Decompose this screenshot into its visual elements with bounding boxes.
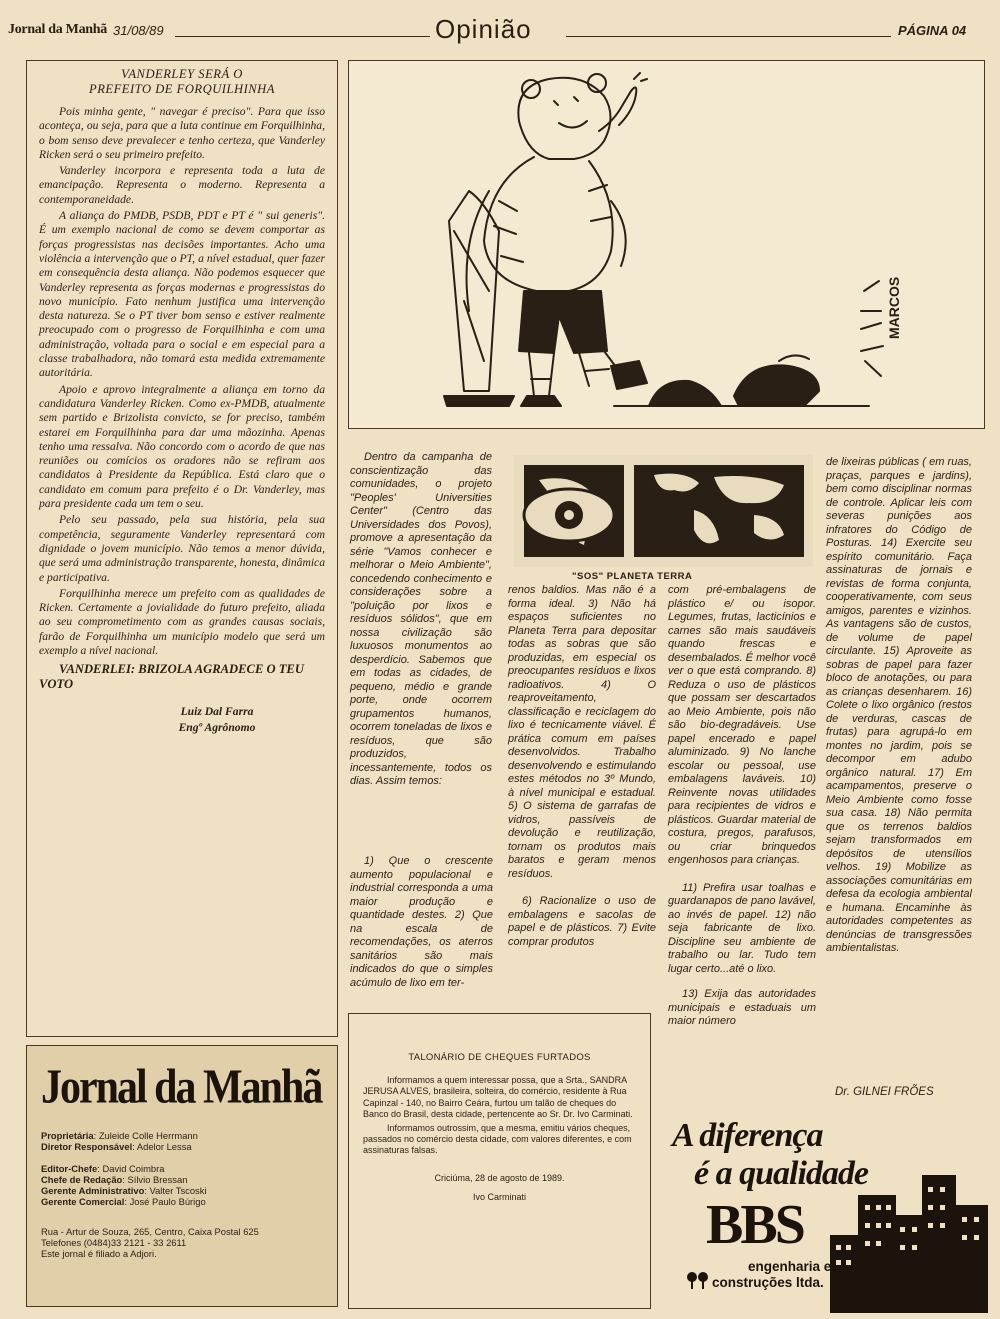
header-date: 31/08/89 bbox=[113, 23, 164, 38]
env-column-intro bbox=[350, 451, 492, 789]
article-author: Luiz Dal Farra bbox=[180, 705, 254, 719]
masthead-address: Rua - Artur de Souza, 265, Centro, Caixa Postal 625 bbox=[41, 1225, 259, 1237]
tree-icon bbox=[686, 1270, 710, 1290]
ad-subtitle-2: construções ltda. bbox=[712, 1275, 824, 1290]
notice-signer: Ivo Carminati bbox=[472, 1192, 526, 1203]
opinion-article bbox=[26, 60, 338, 1037]
env-paragraph: 6) Racionalize o uso de embalagens e sacolas de papel e de plásticos. 7) Evite comprar produtos bbox=[508, 895, 656, 948]
header-rule-left bbox=[175, 36, 430, 37]
cartoon-signature: MARCOS bbox=[886, 276, 902, 339]
masthead-box bbox=[26, 1045, 338, 1307]
masthead-line: Chefe de Redação: Sílvio Bressan bbox=[41, 1173, 188, 1185]
masthead-line: Diretor Responsável: Adelor Lessa bbox=[41, 1141, 192, 1153]
notice-place-date: Criciúma, 28 de agosto de 1989. bbox=[434, 1172, 565, 1183]
masthead-group3 bbox=[41, 1226, 323, 1260]
env-paragraph: 11) Prefira usar toalhas e guardanapos de pano lavável, ao invés de papel. 12) não seja fabricante de lixo. Discipline seu ambiente de trabalho ou lar. Tudo tem lugar certo...até o lixo. bbox=[668, 881, 816, 975]
masthead-group1 bbox=[41, 1130, 323, 1153]
cartoon-drawing bbox=[349, 61, 983, 427]
sos-planet-image bbox=[514, 455, 813, 567]
masthead-logo: Jornal da Manhã bbox=[41, 1061, 322, 1115]
page-number: PÁGINA 04 bbox=[898, 23, 967, 38]
masthead-phones: Telefones (0484)33 2121 - 33 2611 bbox=[41, 1237, 187, 1249]
header-rule-right bbox=[566, 36, 891, 37]
article-paragraph: A aliança do PMDB, PSDB, PDT e PT é " sui generis". É um exemplo nacional de como se devem comportar as forças progressistas nas decisões importantes. Acho uma violência a intervenção que o PT, a nível estadual, quer fazer em consequência desta aliança. Não podemos esquecer que Vanderley representa as forças modernas e progressistas do novo município. Fato nenhum justifica uma intervenção desta natureza. Se o PT tiver bom senso e estiver realmente preocupado com o progresso de Forquilhinha e com uma administração, voltada para o social e em especial para a classe trabalhadora, não tomará esta medida extremamente autoritária. bbox=[39, 209, 325, 380]
notice-paragraph: Informamos a quem interessar possa, que a Srta., SANDRA JERUSA ALVES, brasileira, solteira, do comércio, residente à Rua Capinzal - 140, no Bairro Ceára, furtou um talão de cheques do Banco do Brasil, desta cidade, pertencente ao Sr. Dr. Ivo Carminati. bbox=[363, 1075, 633, 1120]
sos-caption: "SOS" PLANETA TERRA bbox=[572, 571, 693, 582]
env-paragraph: de lixeiras públicas ( em ruas, praças, parques e jardins), bem como disciplinar normas de controle. Aplicar leis com severas punições aos infratores do Código de Posturas. 14) Exercite seu espírito comunitário. Faça assinaturas de jornais e revistas de forma conjunta, cooperativamente, com seus amigos, parentes e vizinhos. As vantagens são de custos, de volume de papel circulante. 15) Aproveite as sobras de papel para fazer bloco de anotações, ou para as crianças desenharem. 16) Colete o lixo orgânico (restos de verduras, cascas de frutas) para agrupá-lo em montes no jardim, pois se decompor em adubo orgânico natural. 17) Em acampamentos, preserve o Meio Ambiente como fosse sua casa. 18) Não permita que os terrenos baldios sejam transformados em depósitos de utensílios velhos. 19) Mobilize as associações comunitárias em defesa da ecologia ambiental e humana. Encaminhe às autoridades competentes as denúncias de transgressões ambientalistas. bbox=[826, 456, 972, 954]
env-paragraph: 13) Exija das autoridades municipais e estaduais um maior número bbox=[668, 988, 816, 1027]
masthead-affiliation: Este jornal é filiado a Adjori. bbox=[41, 1248, 157, 1260]
article-paragraph: Apoio e aprovo integralmente a aliança em torno da candidatura Vanderley Ricken. Como ex-PMDB, atualmente sem partido e Brizolista convicto, se for preciso, também estarei em Forquilhinha para dar uma mãozinha. Apenas tenho uma ressalva. Não concordo com o acordo de que nas reuniões ou comícios os oradores não se refiram aos candidatos à Presidente da República. Está claro que o candidato em comum para prefeito é o Dr. Vanderley, mas para presidente cada um tem o seu. bbox=[39, 382, 325, 511]
article-paragraph: Vanderley incorpora e representa toda a luta de emancipação. Representa o moderno. Representa a contemporaneidade. bbox=[39, 164, 325, 206]
env-column-3 bbox=[668, 584, 816, 1029]
env-paragraph: 1) Que o crescente aumento populacional e industrial corresponda a uma maior produção e quantidade destes. 2) Que na escala de recomendações, os aterros sanitários são mais indicados do que o simples acúmulo de lixo em ter- bbox=[350, 855, 493, 989]
header-logo: Jornal da Manhã bbox=[8, 22, 107, 37]
article-paragraph: Forquilhinha merece um prefeito com as qualidades de Ricken. Certamente a jovialidade do futuro prefeito, aliada ao seu comprometimento com as grandes causas sociais, farão de Forquilhinha um município modelo que será um exemplo a nível nacional. bbox=[39, 586, 325, 657]
env-column-4 bbox=[826, 456, 972, 956]
section-title: Opinião bbox=[435, 14, 532, 44]
masthead-line: Gerente Comercial: José Paulo Búrigo bbox=[41, 1196, 206, 1208]
notice-title: TALONÁRIO DE CHEQUES FURTADOS bbox=[408, 1052, 591, 1063]
article-paragraph: Pelo seu passado, pela sua história, pela sua competência, seguramente Vanderley representará com dignidade o jovem município. Não temos a menor dúvida, que será uma administração transparente, honesta, dinâmica e participativa. bbox=[39, 513, 325, 584]
article-closing: VANDERLEI: BRIZOLA AGRADECE O TEU VOTO bbox=[39, 662, 304, 692]
env-intro-paragraph: Dentro da campanha de conscientização das comunidades, o projeto "Peoples' Universities Center" (Centro das Universidades dos Povos), promove a apresentação da série "Vamos conhecer e melhorar o Meio Ambiente", concedendo conhecimento e considerações sobre a "poluição por lixos e resíduos sólidos", que em nossa civilização são luxuosos monumentos ao desperdício. Sabemos que em todas as cidades, de pequeno, médio e grande porte, onde ocorrem grupamentos humanos, ocorrem toneladas de lixos e resíduos, que são produzidos, incessantemente, todos os dias. Assim temos: bbox=[350, 451, 492, 787]
env-paragraph: com pré-embalagens de plástico e/ ou isopor. Legumes, frutas, lacticínios e carnes são mais saudáveis quando frescas e desembalados. É melhor você ver o que está comprando. 8) Reduza o uso de plásticos que possam ser descartados ao Meio Ambiente, pois não são bio-degradáveis. Use papel encerado e papel aluminizado. 9) No lanche escolar ou pessoal, use embalagens laváveis. 10) Reinvente novas utilidades para recipientes de vidros e plásticos. Guardar material de costura, pregos, parafusos, ou criar brinquedos engenhosos para crianças. bbox=[668, 584, 816, 866]
notice-paragraph: Informamos outrossim, que a mesma, emitiu vários cheques, passados no comércio desta cidade, com valores diferentes, e com assinaturas falsas. bbox=[363, 1122, 632, 1156]
ad-headline-2: é a qualidade bbox=[694, 1155, 868, 1192]
article-paragraph: Pois minha gente, " navegar é preciso". Para que isso aconteça, ou seja, para que a luta continue em Forquilhinha, o bom senso deve prevalecer e tenho certeza, que Vanderley Ricken será o seu primeiro prefeito. bbox=[39, 105, 325, 161]
masthead-group2 bbox=[41, 1163, 323, 1208]
masthead-line: Proprietária: Zuleide Colle Herrmann bbox=[41, 1130, 198, 1141]
ad-brand-logo: BBS bbox=[706, 1194, 803, 1256]
ad-subtitle-1: engenharia e bbox=[748, 1259, 832, 1274]
cartoon-illustration bbox=[348, 60, 985, 429]
masthead-line: Gerente Administrativo: Valter Tscoski bbox=[41, 1185, 207, 1197]
masthead-line: Editor-Chefe: David Coimbra bbox=[41, 1162, 165, 1174]
ad-headline-1: A diferença bbox=[672, 1117, 823, 1154]
env-paragraph: renos baldios. Mas não é a forma ideal. 3) Não há espaços suficientes no Planeta Terra para depositar todas as sobras que são produzidas, em especial os preocupantes resíduos e lixos radioativos. 4) O reaproveitamento, classificação e reciclagem do lixo é tecnicamente viável. É prática comum em países desenvolvidos. Trabalho desenvolvendo e estimulando estes métodos no 3º Mundo, à nível municipal e estadual. 5) O sistema de garrafas de vidros, passíveis de devolução e reutilização, tornam os produtos mais baratos e geram menos resíduos. bbox=[508, 584, 656, 880]
world-map-eye-icon bbox=[514, 455, 813, 567]
env-column-2 bbox=[508, 584, 656, 949]
env-column-1b bbox=[350, 855, 493, 990]
article-author-title: Engº Agrônomo bbox=[178, 721, 256, 735]
article-title-line1: VANDERLEY SERÁ O bbox=[121, 67, 243, 81]
env-author: Dr. GILNEI FRÕES bbox=[835, 1086, 934, 1098]
article-title-line2: PREFEITO DE FORQUILHINHA bbox=[89, 82, 275, 96]
notice-box bbox=[348, 1013, 651, 1309]
